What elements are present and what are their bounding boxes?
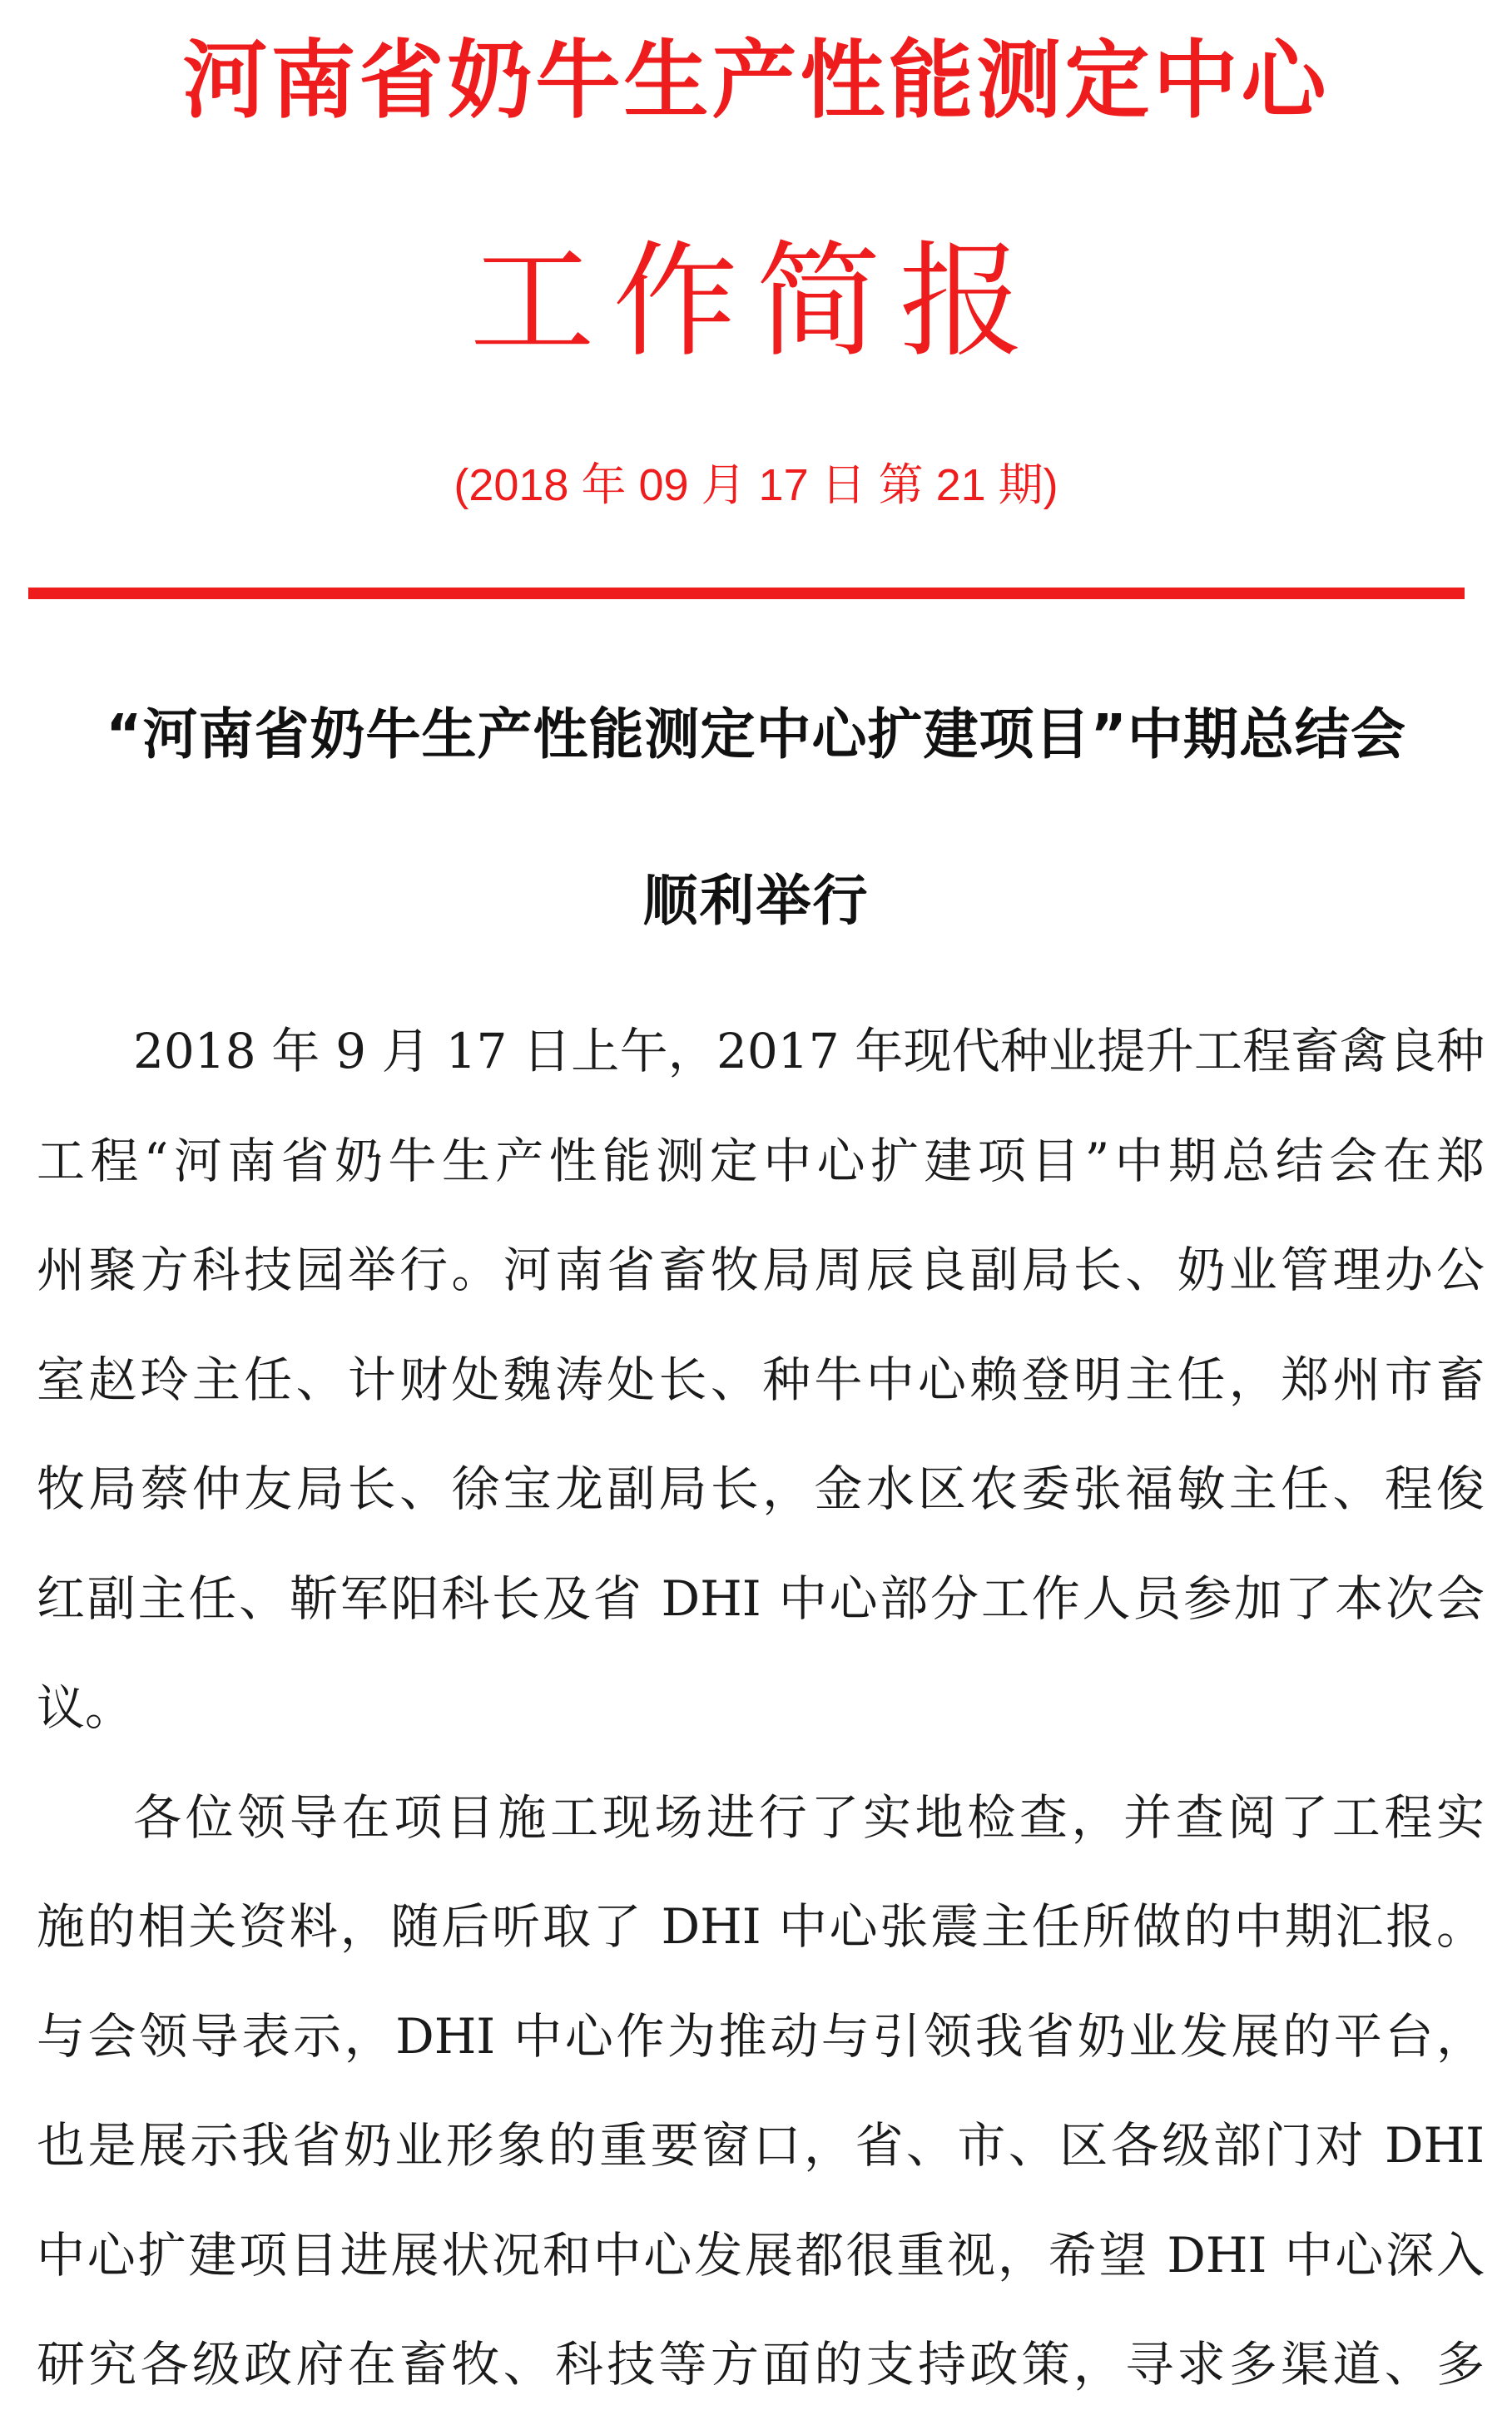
paragraph-2-line-2: 施的相关资料，随后听取了 DHI 中心张震主任所做的中期汇报。 — [37, 1898, 1485, 1955]
paragraph-2-line-5: 中心扩建项目进展状况和中心发展都很重视，希望 DHI 中心深入 — [37, 2226, 1485, 2284]
red-divider-line — [28, 588, 1465, 599]
paragraph-1-line-2: 工程“河南省奶牛生产性能测定中心扩建项目”中期总结会在郑 — [37, 1132, 1485, 1189]
organization-title: 河南省奶牛生产性能测定中心 — [182, 32, 1330, 131]
paragraph-1-line-1: 2018 年 9 月 17 日上午，2017 年现代种业提升工程畜禽良种 — [133, 1023, 1485, 1079]
publication-title: 工作简报 — [469, 230, 1043, 374]
article-headline-line-2: 顺利举行 — [642, 869, 870, 933]
paragraph-2-line-1: 各位领导在项目施工现场进行了实地检查，并查阅了工程实 — [133, 1788, 1485, 1846]
paragraph-1-line-6: 红副主任、靳军阳科长及省 DHI 中心部分工作人员参加了本次会 — [37, 1570, 1485, 1627]
paragraph-2-line-3: 与会领导表示，DHI 中心作为推动与引领我省奶业发展的平台， — [37, 2007, 1485, 2065]
paragraph-1-line-5: 牧局蔡仲友局长、徐宝龙副局长，金水区农委张福敏主任、程俊 — [37, 1460, 1485, 1517]
article-headline-line-1: “河南省奶牛生产性能测定中心扩建项目”中期总结会 — [106, 702, 1406, 766]
paragraph-1-line-7: 议。 — [37, 1679, 134, 1736]
paragraph-2-line-4: 也是展示我省奶业形象的重要窗口，省、市、区各级部门对 DHI — [37, 2117, 1485, 2174]
issue-date-number: (2018 年 09 月 17 日 第 21 期) — [454, 460, 1058, 510]
paragraph-2-line-6: 研究各级政府在畜牧、科技等方面的支持政策，寻求多渠道、多 — [37, 2336, 1485, 2393]
paragraph-1-line-4: 室赵玲主任、计财处魏涛处长、种牛中心赖登明主任，郑州市畜 — [37, 1351, 1485, 1408]
paragraph-1-line-3: 州聚方科技园举行。河南省畜牧局周辰良副局长、奶业管理办公 — [37, 1242, 1485, 1298]
article-body — [37, 997, 1485, 2420]
